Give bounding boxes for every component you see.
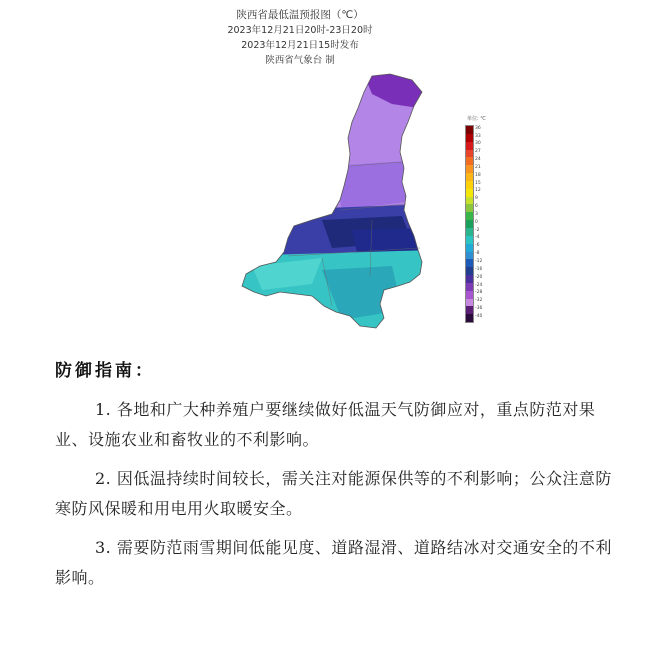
legend-color-swatch	[466, 306, 473, 314]
legend-tick-label: -24	[475, 282, 483, 288]
legend-color-swatch	[466, 220, 473, 228]
legend-tick-label: 18	[475, 172, 481, 178]
legend-color-swatch	[466, 173, 473, 181]
legend-color-swatch	[466, 275, 473, 283]
defense-guide	[55, 356, 625, 602]
legend-tick-label: 6	[475, 204, 478, 210]
temperature-legend	[455, 115, 495, 325]
legend-tick-label: 12	[475, 188, 481, 194]
legend-color-swatch	[466, 228, 473, 236]
legend-tick-label: 15	[475, 180, 481, 186]
legend-unit: 单位: ℃	[467, 116, 486, 122]
legend-tick-label: -40	[475, 313, 483, 319]
guide-heading: 防御指南：	[55, 361, 155, 381]
legend-tick-label: 24	[475, 157, 481, 163]
legend-tick-label: -32	[475, 298, 483, 304]
legend-color-swatch	[466, 142, 473, 150]
legend-tick-label: 9	[475, 196, 478, 202]
guide-item-3: 3. 需要防范雨雪期间低能见度、道路湿滑、道路结冰对交通安全的不利影响。	[55, 538, 612, 587]
legend-color-swatch	[466, 189, 473, 197]
temperature-map	[232, 70, 442, 340]
legend-color-swatch	[466, 299, 473, 307]
legend-color-bar	[465, 125, 474, 323]
legend-color-swatch	[466, 236, 473, 244]
legend-color-swatch	[466, 197, 473, 205]
legend-color-swatch	[466, 267, 473, 275]
legend-tick-label: -28	[475, 290, 483, 296]
legend-tick-label: -36	[475, 306, 483, 312]
legend-color-swatch	[466, 165, 473, 173]
legend-color-swatch	[466, 126, 473, 134]
guide-item-1: 1. 各地和广大种养殖户要继续做好低温天气防御应对，重点防范对果业、设施农业和畜牧业的不利影响。	[55, 400, 596, 449]
legend-tick-label: 30	[475, 141, 481, 147]
map-title: 陕西省最低温预报图（℃）	[236, 9, 364, 21]
legend-labels	[475, 125, 482, 321]
legend-tick-label: -16	[475, 266, 483, 272]
legend-tick-label: -20	[475, 274, 483, 280]
legend-color-swatch	[466, 150, 473, 158]
legend-tick-label: -2	[475, 227, 480, 233]
guide-item-2: 2. 因低温持续时间较长，需关注对能源保供等的不利影响；公众注意防寒防风保暖和用电用火取暖安全。	[55, 469, 612, 518]
legend-tick-label: 27	[475, 149, 481, 155]
legend-tick-label: -12	[475, 259, 483, 265]
legend-color-swatch	[466, 134, 473, 142]
forecast-period: 2023年12月21日20时-23日20时	[227, 25, 373, 36]
legend-color-swatch	[466, 181, 473, 189]
legend-color-swatch	[466, 244, 473, 252]
legend-color-swatch	[466, 157, 473, 165]
legend-color-swatch	[466, 259, 473, 267]
legend-tick-label: 21	[475, 164, 481, 170]
region-fill-yanan	[332, 160, 422, 210]
issuing-agency: 陕西省气象台 制	[265, 55, 335, 66]
legend-color-swatch	[466, 204, 473, 212]
legend-color-swatch	[466, 283, 473, 291]
legend-tick-label: 33	[475, 133, 481, 139]
legend-color-swatch	[466, 314, 473, 322]
legend-color-swatch	[466, 212, 473, 220]
legend-tick-label: -8	[475, 251, 480, 257]
legend-tick-label: -6	[475, 243, 480, 249]
issue-time: 2023年12月21日15时发布	[241, 40, 359, 51]
region-fill-ankang	[322, 266, 402, 320]
legend-tick-label: 3	[475, 211, 478, 217]
legend-color-swatch	[466, 291, 473, 299]
legend-tick-label: 0	[475, 219, 478, 225]
legend-tick-label: 36	[475, 125, 481, 131]
legend-tick-label: -4	[475, 235, 480, 241]
map-header	[0, 8, 600, 68]
legend-color-swatch	[466, 252, 473, 260]
